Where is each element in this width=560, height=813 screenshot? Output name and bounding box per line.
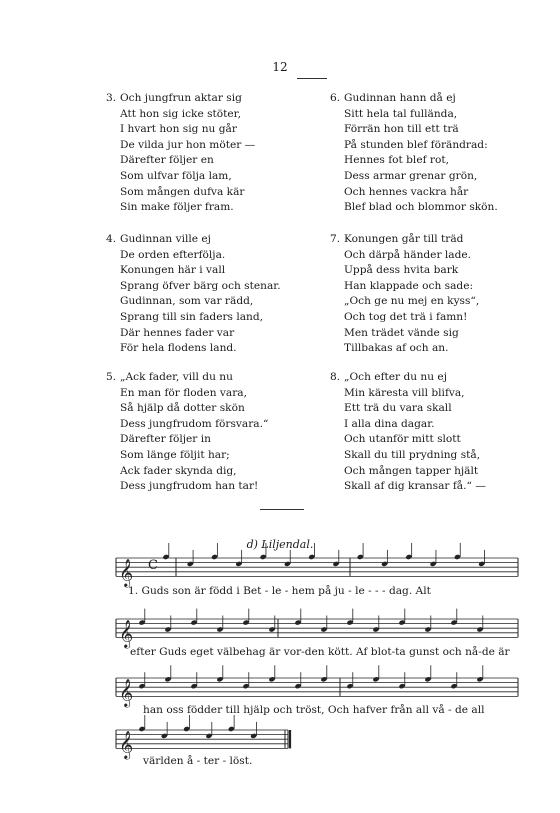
verse-line: Uppå dess hvita bark [344,264,459,277]
verse-line: „Och ge nu mej en kyss“, [344,295,480,308]
verse-line: Att hon sig icke stöter, [120,107,241,120]
verse-line: Blef blad och blommor skön. [344,201,498,214]
verse-line: Därefter följer in [120,433,211,446]
verse-line: Som ulfvar följa lam, [120,169,232,182]
verse-line: Dess jungfrudom försvara.“ [120,417,269,430]
song-lyric-line: 1. Guds son är född i Bet - le - hem på ju - le - - - dag. Alt [128,585,431,597]
verse-line: Och jungfrun aktar sig [120,92,242,104]
verse-line: En man för floden vara, [120,386,247,399]
verse-line: För hela flodens land. [120,342,237,355]
verse-line: Därefter följer en [120,154,214,167]
verse-line: Så hjälp då dotter skön [120,402,245,415]
stanza-number: 6. [330,92,341,104]
verse-line: Gudinnan, som var rädd, [120,295,254,308]
verse-line: Och tog det trä i famn! [344,310,468,323]
verse-line: Skall du till prydning stå, [344,448,481,461]
verse-line: I hvart hon sig nu går [120,123,237,136]
verse-line: Ett trä du vara skall [344,402,452,415]
verse-line: „Och efter du nu ej [344,371,447,383]
verse-line: På stunden blef förändrad: [344,138,488,151]
verse-line: Som mången dufva kär [120,185,245,198]
treble-clef-icon: 𝄞 [119,678,134,707]
verse-line: Där hennes fader var [120,326,235,339]
song-lyric-line: han oss födder till hjälp och tröst, Och hafver från all vå - de all [143,704,485,716]
treble-clef-icon: 𝄞 [119,558,134,587]
verse-line: „Ack fader, vill du nu [120,371,233,383]
verse-line: De orden efterfölja. [120,248,226,261]
verse-line: Sprang till sin faders land, [120,310,264,323]
verse-line: Dess jungfrudom han tar! [120,480,259,493]
time-signature: C [148,558,158,573]
verse-line: De vilda jur hon möter — [120,138,256,151]
verse-line: Konungen går till träd [344,233,464,245]
stanza-number: 8. [330,371,341,383]
verse-line: Hennes fot blef rot, [344,154,449,167]
verse-line: Dess armar grenar grön, [344,169,478,182]
stanza-number: 7. [330,233,341,245]
verse-line: Sin make följer fram. [120,201,234,214]
verse-line: I alla dina dagar. [344,417,435,430]
verse-line: Sprang öfver bärg och stenar. [120,279,281,292]
verse-line: Ack fader skynda dig, [120,464,237,477]
song-title: d) Liljendal. [246,538,314,551]
verse-line: Men trädet vände sig [344,326,459,339]
treble-clef-icon: 𝄞 [119,619,134,648]
verse-line: Min käresta vill blifva, [344,386,465,399]
song-lyric-line: världen å - ter - löst. [143,755,253,767]
verse-line: Gudinnan ville ej [120,233,211,245]
verse-line: Och hennes vackra hår [344,185,469,198]
verse-line: Konungen här i vall [120,264,226,277]
verse-line: Som länge följit har; [120,448,230,461]
verse-line: Skall af dig kransar få.“ — [344,480,486,493]
treble-clef-icon: 𝄞 [119,730,134,759]
stanza-number: 3. [106,92,117,104]
verse-line: Tillbakas af och an. [344,342,449,355]
verse-line: Gudinnan hann då ej [344,92,456,104]
verse-line: Han klappade och sade: [344,279,474,292]
verse-line: Förrän hon till ett trä [344,123,459,136]
verse-line: Och utanför mitt slott [344,433,461,446]
song-lyric-line: efter Guds eget välbehag är vor-den kött. Af blot-ta gunst och nå-de är [130,646,510,658]
stanza-number: 5. [106,371,117,383]
verse-line: Sitt hela tal fulländа, [344,107,458,120]
page-number: 12 [272,60,288,74]
verse-line: Och därpå händer lade. [344,248,472,261]
stanza-number: 4. [106,233,117,245]
verse-line: Och mången tapper hjält [344,464,479,477]
